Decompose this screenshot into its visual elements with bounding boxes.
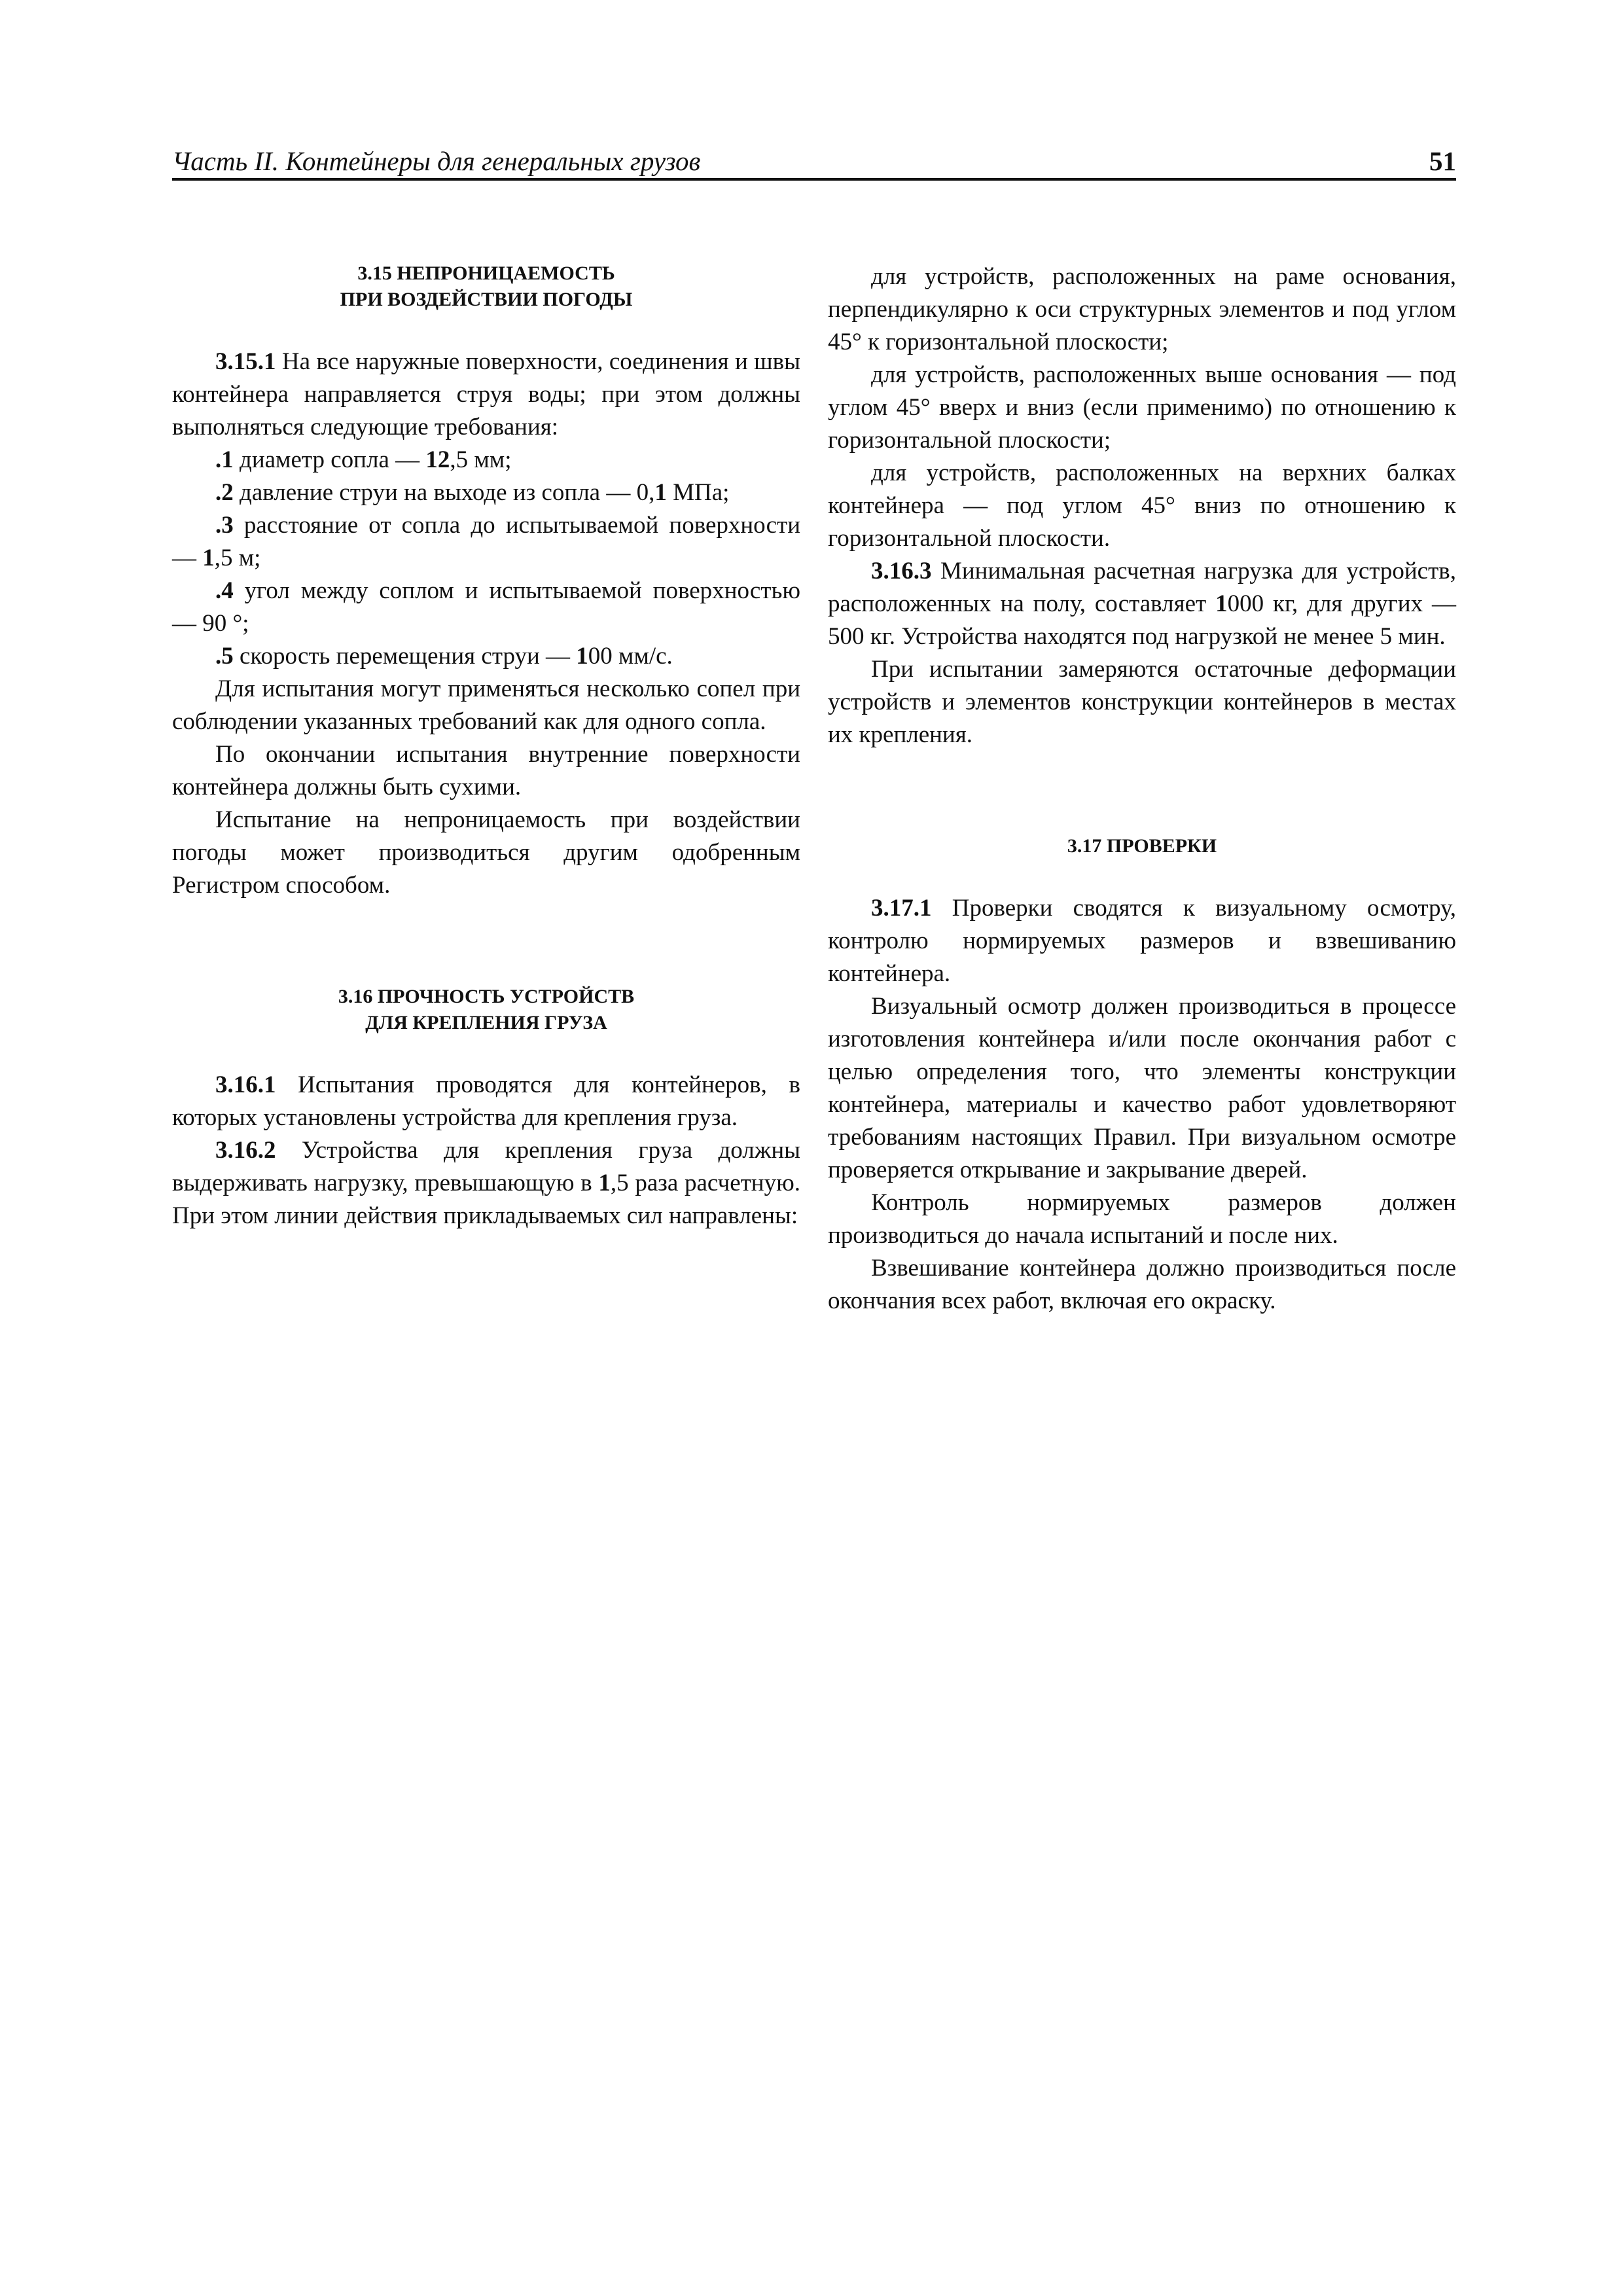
header-rule: [172, 178, 1456, 181]
para-text: Проверки сводятся к визуальному осмотру, контролю нормируемых размеров и взвешиванию контейнера.: [828, 895, 1456, 987]
clause-number: 3.16.1: [215, 1071, 276, 1098]
item-bold-digit: 1: [202, 545, 215, 571]
item-bold-digit: 1: [576, 643, 588, 670]
heading-3-15-line1: 3.15 НЕПРОНИЦАЕМОСТЬ: [357, 262, 615, 284]
heading-3-17: [828, 833, 1456, 859]
para-3-15-1: [172, 346, 800, 444]
running-header: [172, 141, 1456, 181]
para-3-17-visual: Визуальный осмотр должен производиться в процессе изготовления контейнера и/или после окончания работ с целью определения того, что элементы конструкции контейнера, материалы и качество работ удовлетворяют требованиям настоящих Правил. При визуальном осмотре проверяется открывание и закрывание дверей.: [828, 993, 1456, 1183]
heading-3-16-line1: 3.16 ПРОЧНОСТЬ УСТРОЙСТВ: [338, 986, 635, 1007]
right-column: [828, 260, 1456, 1318]
clause-number: 3.15.1: [215, 348, 276, 375]
item-bold-digit: 12: [425, 446, 450, 473]
clause-number: 3.16.2: [215, 1137, 276, 1164]
para-3-16-top: для устройств, расположенных на верхних балках контейнера — под углом 45° вниз по отношению к горизонтальной плоскости.: [828, 459, 1456, 552]
para-3-17-1: [828, 892, 1456, 990]
item-number: .4: [215, 577, 234, 604]
item-bold-digit: 1: [654, 479, 667, 506]
item-text: МПа;: [666, 479, 730, 506]
heading-3-17-line1: 3.17 ПРОВЕРКИ: [1067, 835, 1217, 857]
item-number: .2: [215, 479, 234, 506]
item-number: .1: [215, 446, 234, 473]
item-2: [172, 476, 800, 509]
para-3-16-deform: При испытании замеряются остаточные деформации устройств и элементов конструкции контейнеров в местах их крепления.: [828, 656, 1456, 748]
item-text: угол между соплом и испытываемой поверхностью — 90 °;: [172, 577, 800, 637]
para-3-16-frame: для устройств, расположенных на раме основания, перпендикулярно к оси структурных элементов и под углом 45° к горизонтальной плоскости;: [828, 263, 1456, 355]
para-3-15-nozzles: Для испытания могут применяться несколько сопел при соблюдении указанных требований как для одного сопла.: [172, 675, 800, 735]
para-text: Минимальная расчетная нагрузка для устройств, расположенных на полу, составляет: [828, 558, 1456, 617]
item-text: ,5 м;: [214, 545, 261, 571]
left-column: [172, 260, 800, 1232]
item-text: ,5 мм;: [450, 446, 512, 473]
item-text: скорость перемещения струи —: [233, 643, 577, 670]
heading-3-15: [172, 260, 800, 313]
para-text: На все наружные поверхности, соединения и швы контейнера направляется струя воды; при этом должны выполняться следующие требования:: [172, 348, 800, 440]
item-4: [172, 575, 800, 640]
para-3-15-dry: По окончании испытания внутренние поверхности контейнера должны быть сухими.: [172, 741, 800, 800]
para-3-16-3: [828, 555, 1456, 653]
para-3-17-weighing: Взвешивание контейнера должно производиться после окончания всех работ, включая его окраску.: [828, 1255, 1456, 1314]
heading-3-16-line2: ДЛЯ КРЕПЛЕНИЯ ГРУЗА: [365, 1012, 607, 1033]
para-3-17-dimensions: Контроль нормируемых размеров должен производиться до начала испытаний и после них.: [828, 1189, 1456, 1249]
item-number: .3: [215, 512, 234, 539]
item-number: .5: [215, 643, 234, 670]
bold-digit: 1: [598, 1170, 611, 1196]
heading-3-15-line2: ПРИ ВОЗДЕЙСТВИИ ПОГОДЫ: [340, 289, 633, 310]
clause-number: 3.17.1: [871, 895, 932, 922]
item-1: [172, 444, 800, 476]
para-3-15-alt: Испытание на непроницаемость при воздействии погоды может производиться другим одобренным Регистром способом.: [172, 806, 800, 899]
para-text: Испытания проводятся для контейнеров, в которых установлены устройства для крепления груза.: [172, 1071, 800, 1131]
para-text: Устройства для крепления груза должны выдерживать нагрузку, превышающую в: [172, 1137, 800, 1196]
bold-digit: 1: [1215, 590, 1228, 617]
item-5: [172, 640, 800, 673]
para-text: 000 кг, для других — 500 кг. Устройства находятся под нагрузкой не менее 5 мин.: [828, 590, 1456, 650]
para-3-16-above: для устройств, расположенных выше основания — под углом 45° вверх и вниз (если применимо) по отношению к горизонтальной плоскости;: [828, 361, 1456, 454]
para-text: ,5 раза расчетную. При этом линии действия прикладываемых сил направлены:: [172, 1170, 800, 1229]
item-3: [172, 509, 800, 575]
clause-number: 3.16.3: [871, 558, 932, 584]
item-text: расстояние от сопла до испытываемой поверхности —: [172, 512, 800, 571]
item-text: 00 мм/с.: [588, 643, 673, 670]
heading-3-16: [172, 984, 800, 1036]
para-3-16-1: [172, 1069, 800, 1134]
item-text: давление струи на выходе из сопла — 0,: [233, 479, 655, 506]
header-title: Часть II. Контейнеры для генеральных грузов: [172, 146, 701, 176]
page-number: 51: [1429, 146, 1456, 176]
para-3-16-2: [172, 1134, 800, 1232]
item-text: диаметр сопла —: [233, 446, 426, 473]
